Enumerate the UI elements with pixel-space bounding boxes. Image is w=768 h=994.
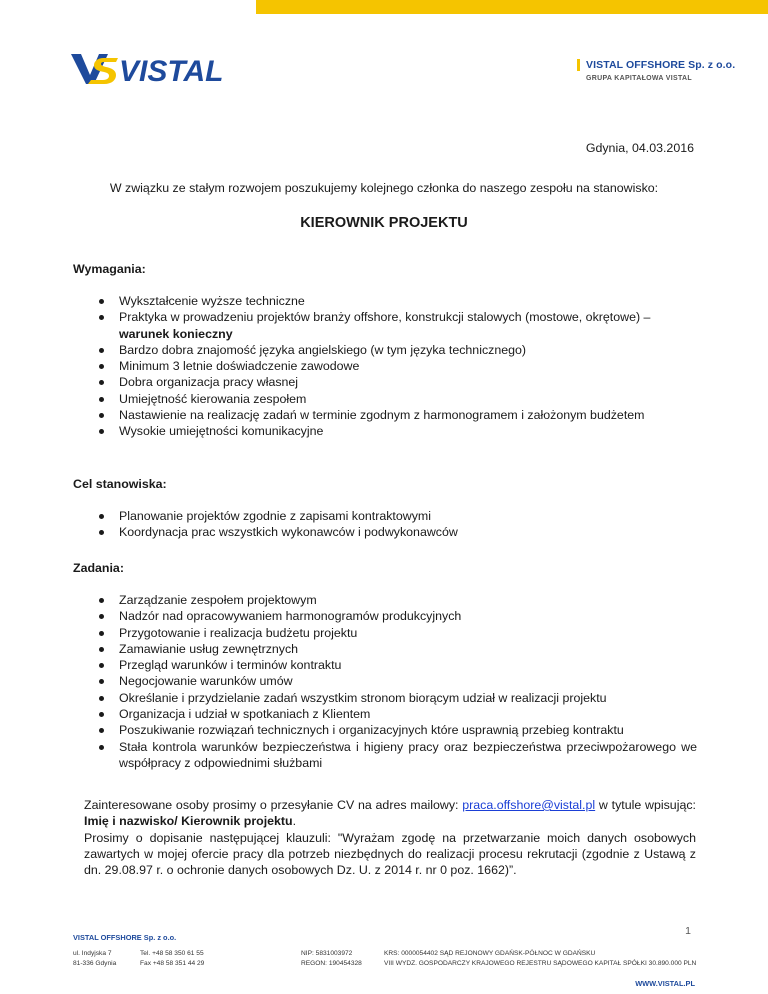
goal-section: [73, 477, 697, 541]
company-group: GRUPA KAPITAŁOWA VISTAL: [586, 75, 692, 82]
list-item: Stała kontrola warunków bezpieczeństwa i higieny pracy oraz bezpieczeństwa przeciwpożarowego we współpracy z odpowiednimi służbami: [73, 739, 697, 772]
requirements-list: [73, 293, 697, 440]
footer-ids: NIP: 5831003972 REGON: 190454328: [301, 950, 362, 967]
list-item: Negocjowanie warunków umów: [73, 673, 697, 689]
closing-paragraph: Zainteresowane osoby prosimy o przesyłanie CV na adres mailowy: praca.offshore@vistal.pl w tytule wpisując: Imię i nazwisko/ Kierownik projektu. Prosimy o dopisanie następującej klauzuli: "Wyrażam zgodę na przetwarzanie moich danych osobowych zawartych w mojej ofercie pracy dla potrzeb niezbędnych do realizacji procesu rekrutacji (zgodnie z Ustawą z dn. 29.08.97 r. o ochronie danych osobowych Dz. U. z 2014 r. nr 0 poz. 1662)”.: [84, 798, 696, 878]
job-title: KIEROWNIK PROJEKTU: [300, 215, 468, 231]
footer-address: ul. Indyjska 7 81-336 Gdynia: [73, 950, 117, 967]
footer: [73, 933, 697, 988]
list-item: Zamawianie usług zewnętrznych: [73, 641, 697, 657]
list-item: Praktyka w prowadzeniu projektów branży offshore, konstrukcji stalowych (mostowe, okrętowe) – warunek konieczny: [73, 309, 697, 342]
list-item: Dobra organizacja pracy własnej: [73, 374, 697, 390]
company-mark: [577, 59, 580, 71]
list-item: Przygotowanie i realizacja budżetu projektu: [73, 625, 697, 641]
goal-heading: Cel stanowiska:: [73, 477, 167, 491]
list-item: Organizacja i udział w spotkaniach z Klientem: [73, 706, 697, 722]
tasks-list: [73, 592, 697, 771]
list-item: Bardzo dobra znajomość języka angielskiego (w tym języka technicznego): [73, 342, 697, 358]
footer-phone: Tel. +48 58 350 61 55 Fax +48 58 351 44 29: [140, 950, 205, 967]
company-name: VISTAL OFFSHORE Sp. z o.o.: [586, 59, 736, 71]
list-item: Nastawienie na realizację zadań w terminie zgodnym z harmonogramem i założonym budżetem: [73, 407, 697, 423]
privacy-clause: Prosimy o dopisanie następującej klauzuli: "Wyrażam zgodę na przetwarzanie moich danych osobowych zawartych w mojej ofercie pracy dla potrzeb niezbędnych do realizacji procesu rekrutacji (zgodnie z Ustawą z dn. 29.08.97 r. o ochronie danych osobowych Dz. U. z 2014 r. nr 0 poz. 1662)”.: [84, 830, 696, 878]
goal-list: [73, 508, 697, 541]
footer-registry: KRS: 0000054402 SĄD REJONOWY GDAŃSK-PÓŁNOC W GDAŃSKU VIII WYDZ. GOSPODARCZY KRAJOWEGO REJESTRU SĄDOWEGO KAPITAŁ SPÓŁKI 30.890.000 PLN: [384, 950, 697, 967]
intro-text: W związku ze stałym rozwojem poszukujemy kolejnego członka do naszego zespołu na stanowisko:: [109, 181, 659, 195]
list-item: Przegląd warunków i terminów kontraktu: [73, 657, 697, 673]
list-item: Zarządzanie zespołem projektowym: [73, 592, 697, 608]
list-item: Wykształcenie wyższe techniczne: [73, 293, 697, 309]
company-header: [577, 59, 735, 82]
tasks-section: [73, 561, 697, 771]
list-item: Koordynacja prac wszystkich wykonawców i podwykonawców: [73, 524, 697, 540]
list-item: Poszukiwanie rozwiązań technicznych i organizacyjnych które usprawnią przebieg kontraktu: [73, 722, 697, 738]
requirements-section: [73, 262, 697, 440]
list-item: Minimum 3 letnie doświadczenie zawodowe: [73, 358, 697, 374]
email-subject: Imię i nazwisko/ Kierownik projektu: [84, 814, 293, 829]
list-item: Określanie i przydzielanie zadań wszystkim stronom biorącym udział w realizacji projektu: [73, 690, 697, 706]
footer-website[interactable]: WWW.VISTAL.PL: [635, 979, 695, 988]
header-accent-bar: [256, 0, 768, 14]
list-item: Wysokie umiejętności komunikacyjne: [73, 423, 697, 439]
email-link[interactable]: praca.offshore@vistal.pl: [462, 798, 596, 812]
list-item: Nadzór nad opracowywaniem harmonogramów produkcyjnych: [73, 608, 697, 624]
required-condition: warunek konieczny: [119, 326, 233, 341]
page-number: 1: [685, 925, 691, 937]
list-item: Umiejętność kierowania zespołem: [73, 391, 697, 407]
vistal-logo: [71, 50, 259, 88]
requirements-heading: Wymagania:: [73, 262, 146, 276]
list-item: Planowanie projektów zgodnie z zapisami kontraktowymi: [73, 508, 697, 524]
tasks-heading: Zadania:: [73, 561, 124, 575]
letter-date: Gdynia, 04.03.2016: [585, 141, 694, 155]
logo-wordmark: VISTAL: [119, 55, 224, 88]
footer-company: VISTAL OFFSHORE Sp. z o.o.: [73, 933, 177, 942]
